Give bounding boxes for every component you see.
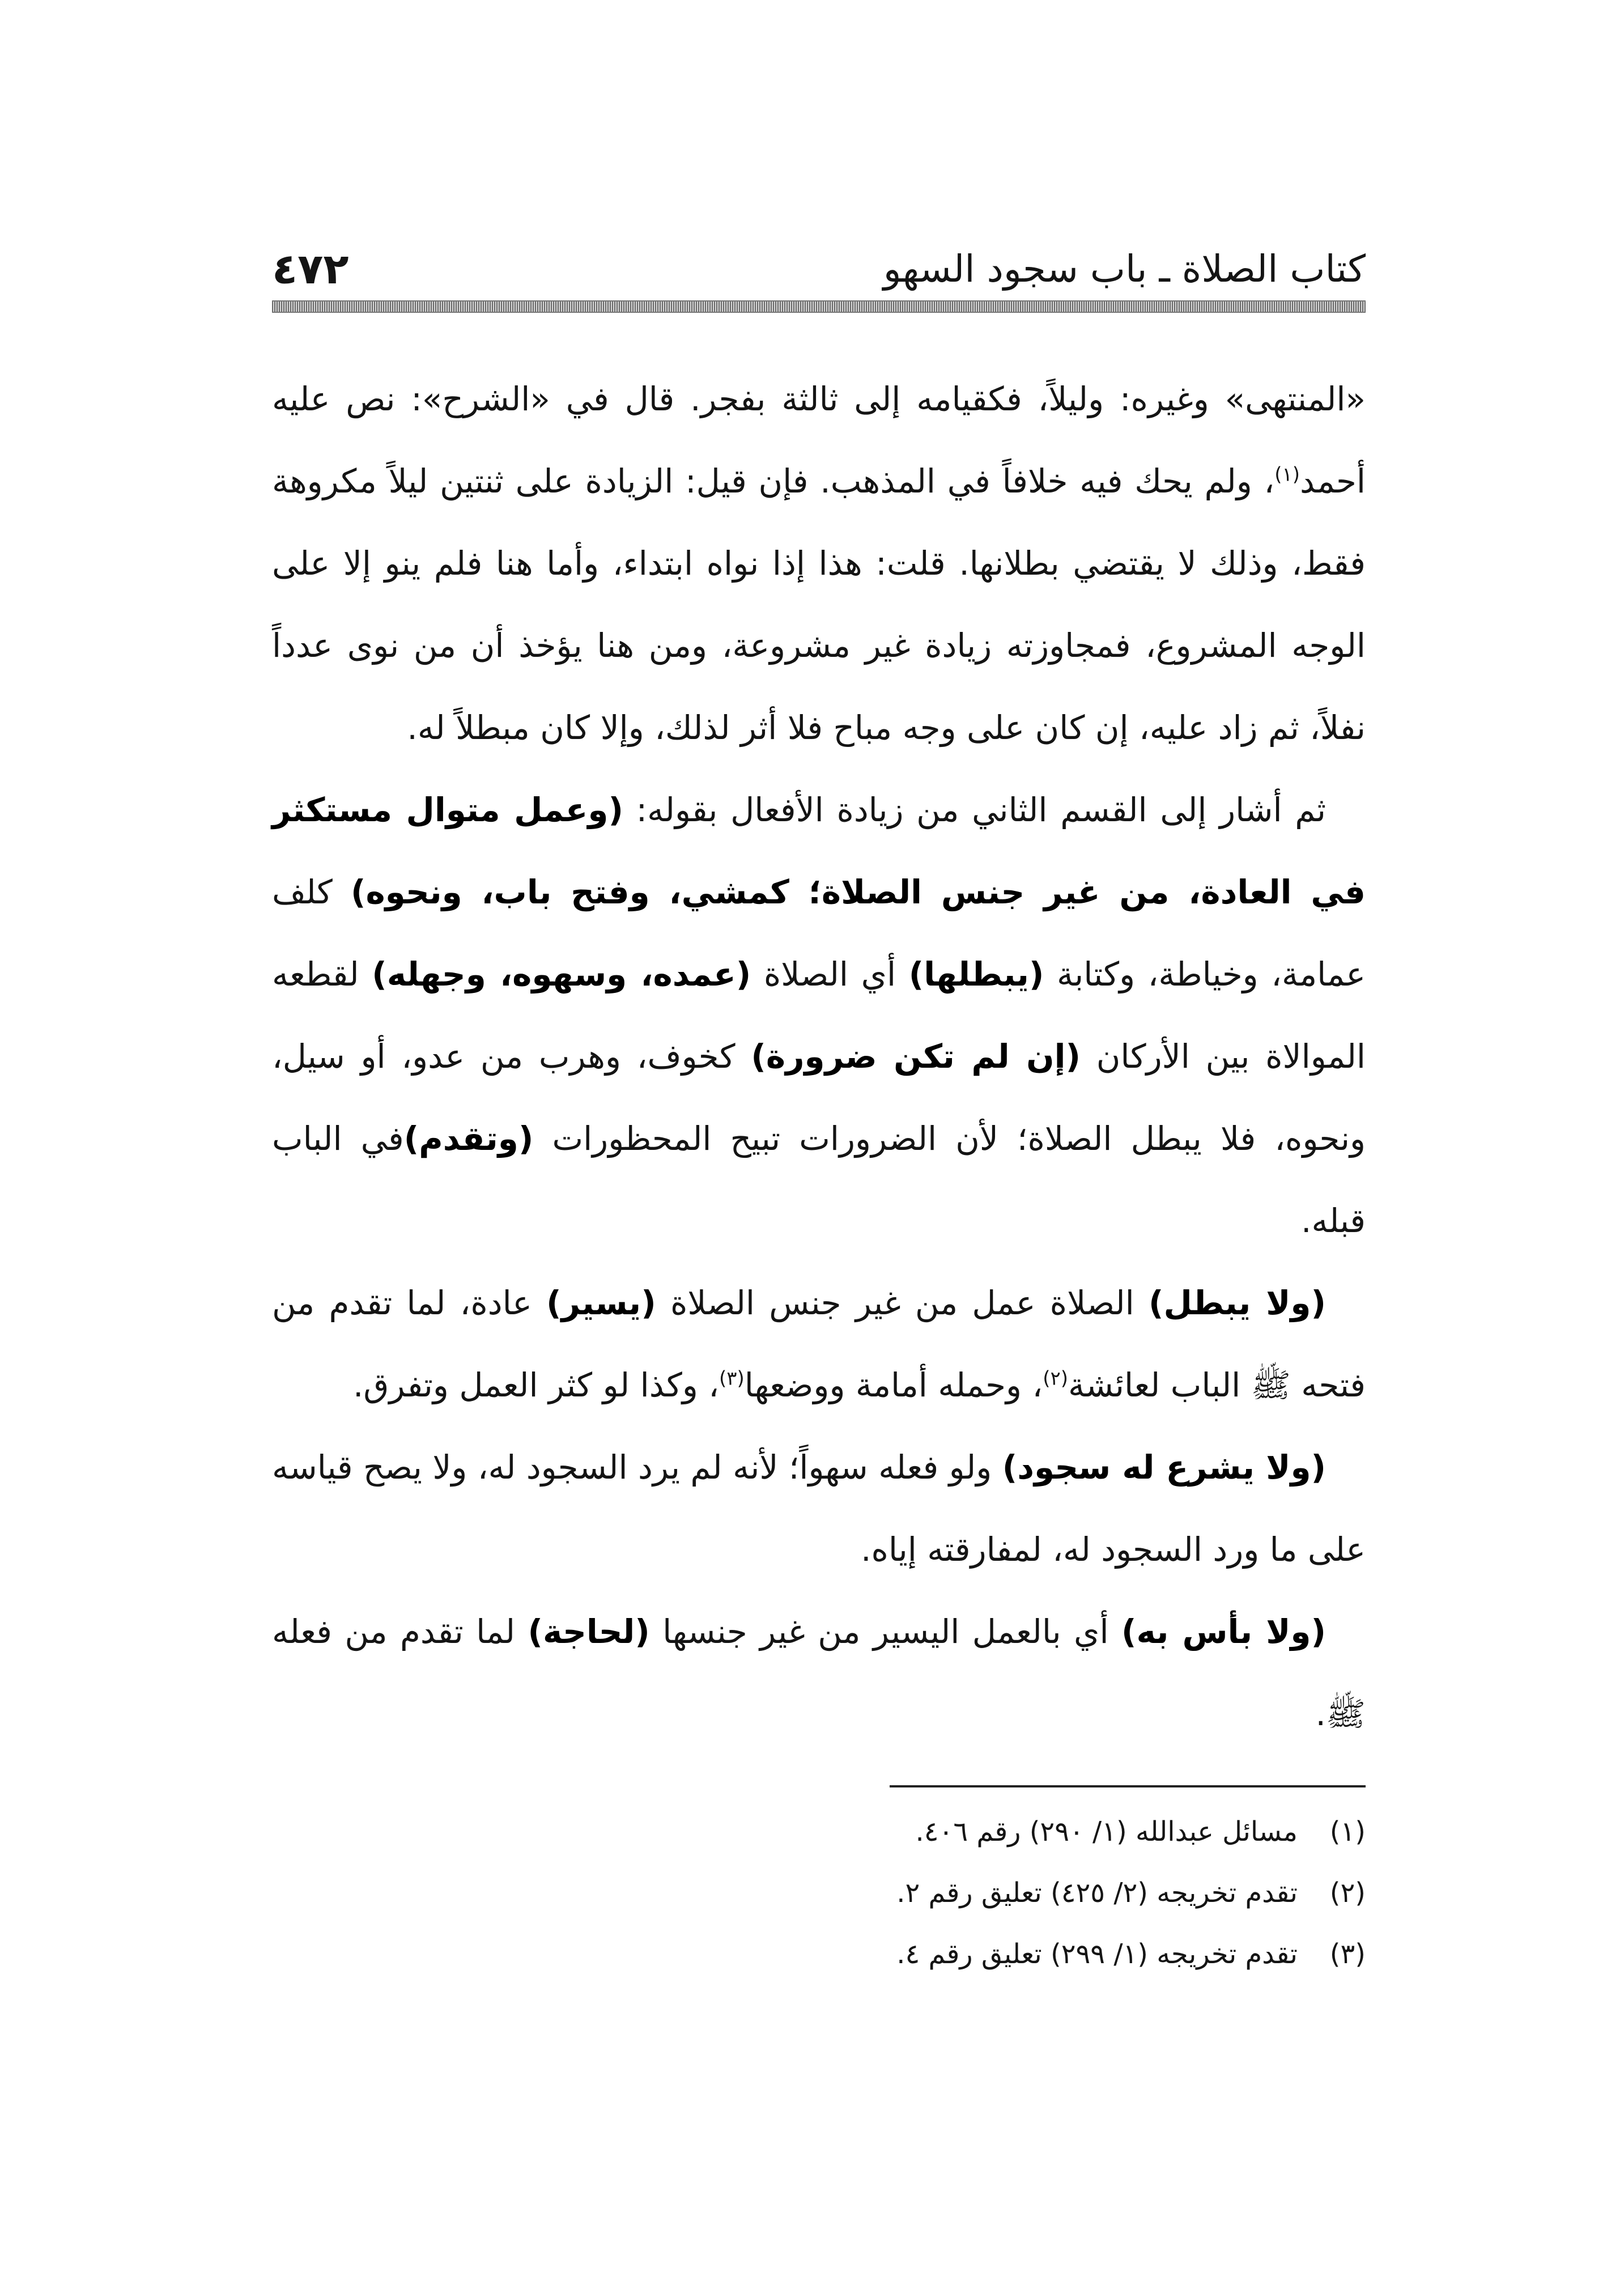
matn-phrase: (وتقدم) <box>403 1119 534 1158</box>
matn-phrase: (إن لم تكن ضرورة) <box>751 1037 1081 1076</box>
footnote-text: تقدم تخريجه (١/ ٢٩٩) تعليق رقم ٤. <box>896 1938 1298 1970</box>
matn-phrase: (يسير) <box>546 1284 656 1322</box>
matn-phrase: (يبطلها) <box>908 955 1044 993</box>
text-run: في الباب قبله. <box>272 1119 1366 1240</box>
footnote-number: (٢) <box>1329 1877 1366 1909</box>
paragraph-3 <box>272 1262 1366 1426</box>
matn-phrase: (ولا يبطل) <box>1149 1284 1326 1322</box>
matn-phrase: (وعمل متوال مستكثر في العادة، من غير جنس الصلاة؛ كمشي، وفتح باب، ونحوه) <box>272 791 1366 911</box>
text-run: ثم أشار إلى القسم الثاني من زيادة الأفعال بقوله: <box>623 791 1326 829</box>
text-run: عادة، لما تقدم من فتحه ﷺ الباب لعائشة <box>272 1284 1366 1404</box>
footnote-2 <box>272 1862 1366 1923</box>
text-run: لقطعه الموالاة بين الأركان <box>272 955 1366 1076</box>
text-run: كلف عمامة، وخياطة، وكتابة <box>272 873 1366 993</box>
page-number: ٤٧٢ <box>272 245 349 294</box>
paragraph-4 <box>272 1426 1366 1591</box>
matn-phrase: (لحاجة) <box>528 1612 650 1651</box>
footnote-ref-1: (١) <box>1274 463 1300 486</box>
running-header <box>272 238 1366 300</box>
matn-phrase: (ولا يشرع له سجود) <box>1002 1448 1327 1487</box>
footnote-text: مسائل عبدالله (١/ ٢٩٠) رقم ٤٠٦. <box>915 1816 1298 1848</box>
footnote-ref-3: (٣) <box>719 1367 745 1390</box>
header-divider <box>272 300 1366 313</box>
footnotes <box>272 1801 1366 1985</box>
text-run: ، وكذا لو كثر العمل وتفرق. <box>353 1366 719 1404</box>
footnote-number: (٣) <box>1329 1938 1366 1970</box>
footnote-1 <box>272 1801 1366 1862</box>
text-run: أي الصلاة <box>751 955 909 993</box>
text-run: ، ولم يحك فيه خلافاً في المذهب. فإن قيل: الزيادة على ثنتين ليلاً مكروهة فقط، وذلك لا يقتضي بطلانها. قلت: هذا إذا نواه ابتداء، وأما هنا فلم ينو إلا على الوجه المشروع، فمجاوزته زيادة غير مشروعة، ومن هنا يؤخذ أن من نوى عدداً نفلاً، ثم زاد عليه، إن كان على وجه مباح فلا أثر لذلك، وإلا كان مبطلاً له. <box>272 462 1366 747</box>
footnote-3 <box>272 1923 1366 1985</box>
text-run: ولو فعله سهواً؛ لأنه لم يرد السجود له، ولا يصح قياسه على ما ورد السجود له، لمفارقته إياه. <box>272 1448 1366 1569</box>
paragraph-1 <box>272 358 1366 769</box>
text-run: الصلاة عمل من غير جنس الصلاة <box>656 1284 1149 1322</box>
footnote-number: (١) <box>1329 1816 1366 1848</box>
main-text <box>272 358 1366 1755</box>
text-run: «المنتهى» وغيره: وليلاً، فكقيامه إلى ثالثة بفجر. قال في «الشرح»: نص عليه أحمد <box>272 380 1366 500</box>
matn-phrase: (عمده، وسهوه، وجهله) <box>372 955 751 993</box>
matn-phrase: (ولا بأس به) <box>1121 1612 1326 1651</box>
footnote-ref-2: (٢) <box>1043 1367 1068 1390</box>
text-run: ، وحمله أمامة ووضعها <box>744 1366 1043 1404</box>
footnote-divider <box>890 1785 1366 1787</box>
text-run: كخوف، وهرب من عدو، أو سيل، ونحوه، فلا يبطل الصلاة؛ لأن الضرورات تبيح المحظورات <box>272 1037 1366 1158</box>
paragraph-5 <box>272 1591 1366 1755</box>
paragraph-2 <box>272 769 1366 1262</box>
text-run: أي بالعمل اليسير من غير جنسها <box>649 1612 1121 1651</box>
footnote-text: تقدم تخريجه (٢/ ٤٢٥) تعليق رقم ٢. <box>896 1877 1298 1909</box>
text-run: لما تقدم من فعله ﷺ. <box>272 1612 1366 1733</box>
running-header-title: كتاب الصلاة ـ باب سجود السهو <box>883 247 1366 291</box>
